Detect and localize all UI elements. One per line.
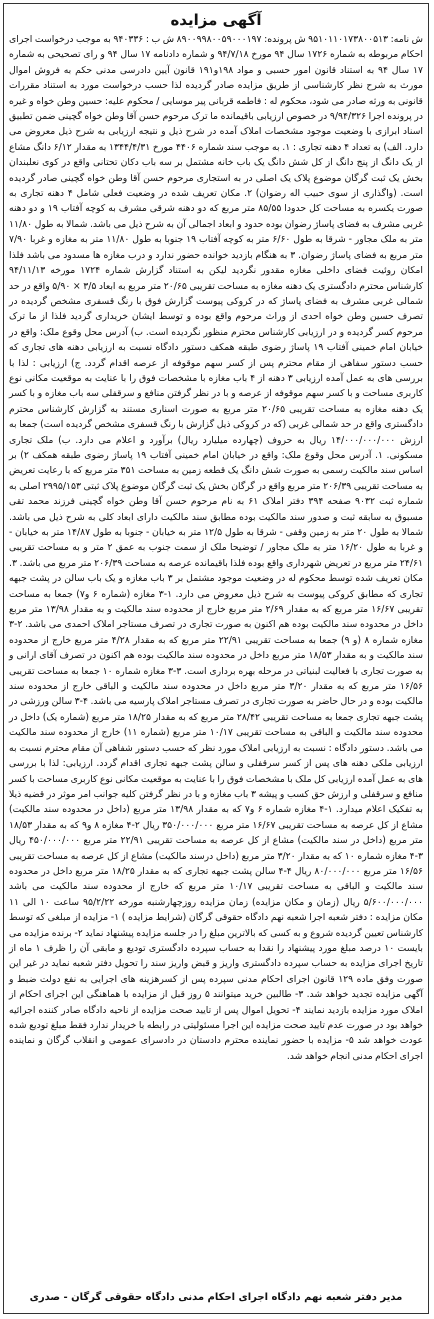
- auction-notice: [3, 3, 429, 1314]
- notice-body: ش نامه: ۹۵۱۰۱۱۰۱۷۳۸۰۰۵۱۳ ش پرونده: ۸۹۰۰۹۹۸۰۰۵۹۰۰۰۱۹۷ ش ب : ۹۴۰۳۳۶ به موجب درخواست اجرای احکام مربوطه به شماره ۱۷۲۶ سال ۹۴ مورخ ۹۴/۷/۱۸ و شماره دادنامه ۱۷ سال ۹۴ و رای تصحیحی به شماره ۱۷ سال ۹۴ به استناد قانون امور حسبی و مواد ۱۹۸و۱۹۱ قانون آیین دادرسی مدنی حکم به فروش اموال مورث به شرح نظر کارشناسی از طریق مزایده صادر گردیده لذا حسب درخواست مورد به استناد مقررات قانونی به ورثه صادر می شود، محکوم له : فاطمه قربانی پیر موسایی / محکوم علیه: حسین وطن خواه و غیره در پرونده اجرا ۹/۹۴/۳۲۶ در خصوص ارزیابی باقیمانده ما ترک مرحوم حسن آقا وطن خواه گچینی ضمن تطبیق اسناد ابرازی با وضعیت موجود مشخصات املاک آمده در شرح ذیل و نتیجه ارزیابی به شرح ذیل معروض می دارد. الف) به تعداد ۴ دهنه تجاری : ۱. به موجب سند شماره ۴۴۰۶ مورخ ۱۳۴۴/۴/۳۱ به مقدار ۶/۱۲ دانگ مشاع از یک دانگ از پنج دانگ از کل شش دانگ یک باب خانه مشتمل بر سه باب دکان تحتانی واقع در کوی نعلبندان بخش یک ثبت گرگان موضوع پلاک یک اصلی در به استجاری مرحوم حسن آقا وطن خواه گچینی صادر گردیده است. (واگذاری از سوی حبیب اله رضوان) ۲. مکان تعریف شده در وضعیت فعلی شامل ۴ دهنه تجاری به صورت یکسره به مساحت کل حدودا ۸۵/۵۵ متر مربع که دو دهنه شرقی مشرف به کوچه آفتاب ۱۹ و دو دهنه غربی مشرف به فضای پاساژ رضوان بوده حدود و ابعاد اجمالی آن به شرح ذیل می باشد. شمالا به طول ۱۱/۸۰ متر به ملک مجاور - شرقا به طول ۶/۶۰ متر به کوچه آفتاب ۱۹ جنوبا به طول ۱۱/۸۰ متر به مغازه و غربا ۷/۹۰ متر مربع به فضای پاساژ رضوان. ۳ به هنگام بازدید خوانده حضور ندارد و درب مغازه ها مسدود می باشد فلذا امکان روئیت فضای داخلی مغازه مقدور نگردید لیکن به استناد گزارش شماره ۱۷۲۴ مورخه ۹۴/۱۱/۱۳ کارشناس محترم دادگستری یک دهنه مغازه به مساحت تقریبی ۲۰/۶۵ متر مربع به ابعاد ۳/۵ × ۵/۹۰ واقع در حد شمالی غربی مشرف به فضای پاساژ که در کروکی پیوست گزارش فوق با رنگ قسفری مشخص گردیده در تصرف حسین وطن خواه احدی از وراث مرحوم واقع بوده و توسط ایشان خریداری گردید فلذا از ما ترک مرحوم کسر گردیده و در ارزیابی کارشناس محترم منظور نگردیده است. ب) آدرس محل وقوع ملک: واقع در خیابان امام خمینی آفتاب ۱۹ پاساژ رضوی طبقه همکف دستور دادگاه نسبت به ارزیابی دهنه های تجاری که حسب دستور سفاهی از مقام محترم پس از کسر سهم موقوفه از عرصه اقدام گردد. ج) ارزیابی : لذا با بررسی های به عمل آمده ارزیابی ۳ دهنه از ۴ باب مغازه با مشخصات فوق را با عنایت به موقعیت مکانی نوع کاربری مساحت و با کسر سهم موقوفه از عرصه و با در نظر گرفتن منافع و سرقفلی سه باب مغازه و با کسر یک دهنه مغازه به مساحت تقریبی ۲۰/۶۵ متر مربع به صورت اسناری مستند به گزارش کارشناس محترم دادگستری واقع در حد شمالی غربی (که در کروکی ذیل گزارش با رنگ قسفری مشخص گردیده است) جمعا به ارزش ۱۴/۰۰۰/۰۰۰/۰۰۰ ریال به حروف (چهارده میلیارد ریال) برآورد و اعلام می دارد. ب) ملک تجاری مسکونی. ۱. آدرس محل وقوع ملک: واقع در خیابان امام خمینی آفتاب ۱۹ پاساژ رضوی طبقه همکف ۲) بر اساس سند مالکیت رسمی به صورت شش دانگ یک قطعه زمین به مساحت ۳۵۱ متر مربع که با رعایت تعریض به مساحت تقریبی ۲۰۶/۳۹ متر مربع واقع در گرگان بخش یک ثبت گرگان موضوع پلاک ثبتی ۲۹۹۵/۱۵۳ اصلی به شماره ثبت ۹۰۳۲ صفحه ۳۹۴ دفتر املاک ۶۱ به نام مرحوم حسن آقا وطن خواه گچینی فرزند محمد تقی مسبوق به سابقه ثبت و صدور سند مالکیت بوده مطابق سند مالکیت دارای ابعاد کلی به شرح ذیل می باشد. شمالا به طول ۲۰ متر به زمین وقفی - شرقا به طول ۱۲/۵ متر به خیابان - جنوبا به طول ۱۴/۸۷ متر به خیابان - و غربا به طول ۱۶/۲۰ متر به ملک مجاور / توضیحا ملک از سمت جنوب به عمق ۲ متر و به مساحت تقریبی ۲۴/۶۱ متر مربع در تعریض شهرداری واقع بوده فلذا باقیمانده عرصه به مساحت ۲۰۶/۳۹ متر مربع می باشد. ۳. مکان تعریف شده توسط محکوم له در وضعیت موجود مشتمل بر ۳ باب مغازه و یک باب سالن در پشت جبهه تجاری که مطابق کروکی پیوست به شرح ذیل معروض می دارد. ۱-۳ مغازه (شماره ۶ و۷) جمعا به مساحت تقریبی ۱۶/۶۷ متر مربع که به مقدار ۲/۶۹ متر مربع خارج از محدوده سند مالکیت و به مقدار ۱۳/۹۸ متر مربع داخل در محدوده سند مالکیت بوده هم اکنون به صورت تجاری در تصرف مستاجر املاک احمدی می باشد. ۲-۳ مغازه شماره ۸ (و ۹) جمعا به مساحت تقریبی ۲۲/۹۱ متر مربع که به مقدار ۴/۲۸ متر مربع خارج از محدوده سند مالکیت و به مقدار ۱۸/۵۳ متر مربع داخل در محدوده سند مالکیت بوده هم اکنون در تصرف آقای ارانی و به صورت تجاری با فعالیت لبنیاتی در مرحله بهره برداری است. ۳-۳ مغازه شماره ۱۰ جمعا به مساحت تقریبی ۱۶/۵۶ متر مربع که به مقدار ۳/۲۰ متر مربع داخل در محدوده سند مالکیت و الباقی خارج از محدوده سند مالکیت بوده و در حال حاضر به صورت تجاری در تصرف مستاجر املاک پارسیه می باشد. ۴-۳ سالن ورزشی در پشت جبهه تجاری جمعا به مساحت تقریبی ۲۸/۴۲ متر مربع که به مقدار ۱۸/۲۵ متر مربع (شماره یک) داخل در محدوده سند مالکیت و الباقی به مساحت تقریبی ۱۰/۱۷ متر مربع (شماره ۱۱) خارج از محدوده سند مالکیت می باشد. دستور دادگاه : نسبت به ارزیابی املاک مورد نظر که حسب دستور شفاهی آن مقام محترم نسبت به ارزیابی ملکی دهنه های پس از کسر سرقفلی و سالن پشت جبهه تجاری اقدام گردد. ارزیابی: لذا با بررسی های به عمل آمده ارزیابی کل ملک با مشخصات فوق را با عنایت به موقعیت مکانی نوع کاربری مساحت با کسر منافع و سرقفلی و ارزش حق کسب و پیشه ۳ باب مغازه و با در نظر گرفتن کلیه جوانب امر موثر در قضیه ذیلا به تفکیک اعلام میدارد. ۱-۴ مغازه شماره ۶ و۷ که به مقدار ۱۳/۹۸ متر مربع (داخل در محدوده سند مالکیت) مشاع از کل عرصه به مساحت تقریبی ۱۶/۶۷ متر مربع ۳۵۰/۰۰۰/۰۰۰ ریال ۲-۴ مغازه ۸ و۹ که به مقدار ۱۸/۵۳ متر مربع (داخل در سند مالکیت) مشاع از کل عرصه به مساحت تقریبی ۲۲/۹۱ متر مربع ۴۵۰/۰۰۰/۰۰۰ ریال ۳-۴ مغازه شماره ۱۰ که به مقدار ۳/۲۰ متر مربع (داخل درسند مالکیت) مشاع از کل عرصه به مساحت تقریبی ۱۶/۵۶ متر مربع ۸۰/۰۰۰/۰۰۰ ریال ۴-۴ سالن پشت جبهه تجاری که به مقدار ۱۸/۲۵ متر مربع داخل در محدوده سند مالکیت و الباقی به مساحت تقریبی ۱۰/۱۷ متر مربع که خارج از محدوده سند مالکیت می باشد ۵/۶۰۰/۰۰۰/۰۰۰ ریال (زمان و مکان مزایده) زمان مزایده روزچهارشنبه مورخه ۹۵/۲/۲۲ ساعت ۱۰ الی ۱۱ مکان مزایده : دفتر شعبه اجرا شعبه نهم دادگاه حقوقی گرگان (شرایط مزایده ) ۱- مزایده از مبلغی که توسط کارشناس تعیین گردیده شروع و به کسی که بالاترین مبلغ را در جلسه مزایده پیشنهاد نماید ۲- برنده مزایده می بایست ۱۰ درصد مبلغ مورد پیشنهاد را نقدا به حساب سپرده دادگستری تودیع و مابقی آن را ظرف ۱ ماه از تاریخ اجرای مزایده به حساب سپرده دادگستری واریز و قبض واریز سند را تحویل دفتر شعبه نماید در غیر این صورت وفق ماده ۱۲۹ قانون اجرای احکام مدنی سپرده پس از کسرهزینه های اجرایی به نفع دولت ضبط و آگهی مزایده تجدید خواهد شد. ۳- طالبین خرید میتوانند ۵ روز قبل از مزایده با هماهنگی این اجرای احکام از املاک مورد مزایده بازدید نمایند ۴- تحویل اموال پس از تایید صحت مزایده از ناحیه دادگاه صادر کننده اجرائیه خواهد بود در صورت عدم تایید صحت مزایده این اجرا مسئولیتی در رابطه با خریدار ندارد فقط مبلغ تودیع شده عودت خواهد شد ۵- مزایده با حضور نماینده محترم دادستان در دادسرای عمومی و انقلاب گرگان و نماینده اجرای احکام مدنی انجام خواهد شد.: [9, 34, 424, 1062]
- notice-title: آگهی مزایده: [170, 11, 262, 29]
- notice-signature: مدیر دفتر شعبه نهم دادگاه اجرای احکام مدنی دادگاه حقوقی گرگان - صدری: [29, 1292, 403, 1303]
